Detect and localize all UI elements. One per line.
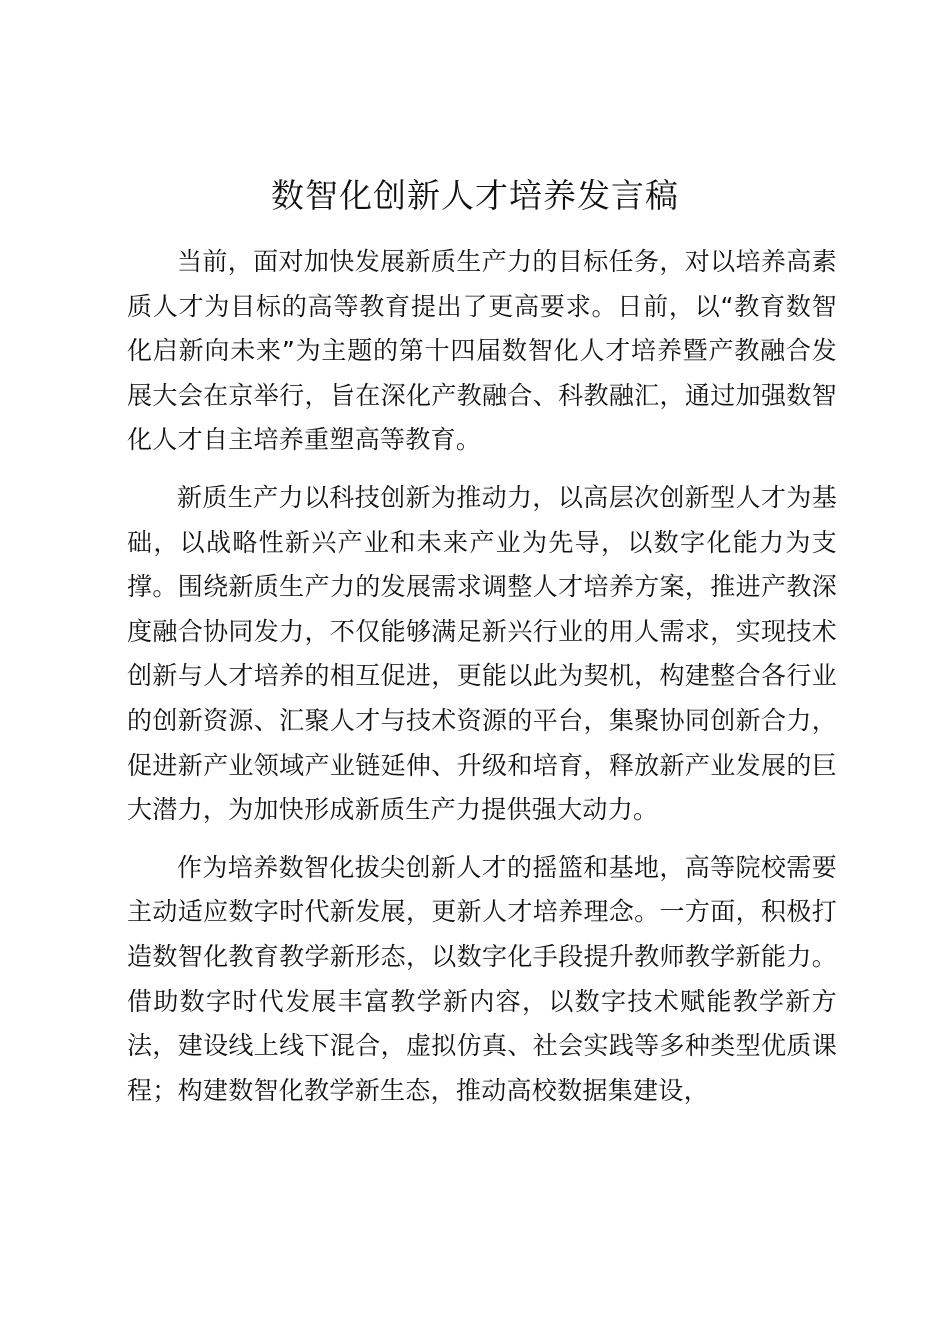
paragraph: 作为培养数智化拔尖创新人才的摇篮和基地，高等院校需要主动适应数字时代新发展，更新人才培养理念。一方面，积极打造数智化教育教学新形态，以数字化手段提升教师教学新能力。借助数字时代发展丰富教学新内容，以数字技术赋能教学新方法，建设线上线下混合，虚拟仿真、社会实践等多种类型优质课程；构建数智化教学新生态，推动高校数据集建设，	[127, 852, 837, 1105]
document-body	[127, 240, 837, 1126]
paragraph: 新质生产力以科技创新为推动力，以高层次创新型人才为基础，以战略性新兴产业和未来产业为先导，以数字化能力为支撑。围绕新质生产力的发展需求调整人才培养方案，推进产教深度融合协同发力，不仅能够满足新兴行业的用人需求，实现技术创新与人才培养的相互促进，更能以此为契机，构建整合各行业的创新资源、汇聚人才与技术资源的平台，集聚协同创新合力，促进新产业领域产业链延伸、升级和培育，释放新产业发展的巨大潜力，为加快形成新质生产力提供强大动力。	[127, 482, 837, 825]
paragraph: 当前，面对加快发展新质生产力的目标任务，对以培养高素质人才为目标的高等教育提出了更高要求。日前，以“教育数智化启新向未来”为主题的第十四届数智化人才培养暨产教融合发展大会在京举行，旨在深化产教融合、科教融汇，通过加强数智化人才自主培养重塑高等教育。	[127, 247, 837, 455]
document-title: 数智化创新人才培养发言稿	[271, 176, 679, 215]
